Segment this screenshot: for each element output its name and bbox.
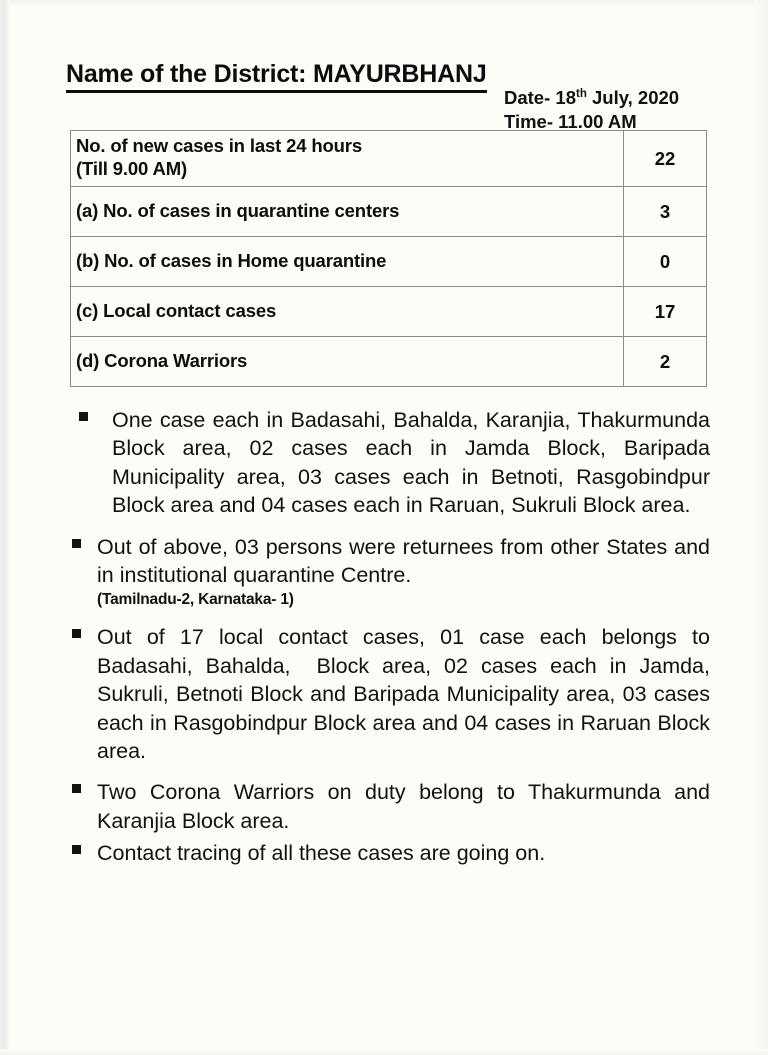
table-cell-label bbox=[71, 131, 624, 187]
page-title bbox=[66, 60, 487, 89]
list-item bbox=[0, 406, 768, 520]
row-label-line-1: No. of new cases in last 24 hours bbox=[76, 135, 363, 157]
table-cell-value: 3 bbox=[624, 187, 707, 237]
date-time-block bbox=[504, 86, 679, 133]
list-item-text: One case each in Badasahi, Bahalda, Karanjia, Thakurmunda Block area, 02 cases each in Jamda Block, Baripada Municipality area, 03 cases each in Betnoti, Rasgobindpur Block area and 04 cases each in Raruan, Sukruli Block area. bbox=[112, 408, 716, 518]
date-prefix: Date- 18 bbox=[504, 87, 576, 108]
table-row bbox=[71, 187, 707, 237]
square-bullet-icon bbox=[79, 412, 88, 421]
table-row bbox=[71, 237, 707, 287]
date-ordinal-suffix: th bbox=[575, 87, 587, 100]
table-cell-value: 22 bbox=[624, 131, 707, 187]
table-row bbox=[71, 337, 707, 387]
row-label-line-2: (Till 9.00 AM) bbox=[76, 158, 187, 179]
table-cell-label: (a) No. of cases in quarantine centers bbox=[71, 187, 624, 237]
table-cell-value: 2 bbox=[624, 337, 707, 387]
square-bullet-icon bbox=[72, 629, 81, 638]
list-item-text: Out of 17 local contact cases, 01 case each belongs to Badasahi, Bahalda, Block area, 02 cases each in Jamda, Sukruli, Betnoti Block and Baripada Municipality area, 03 cases each in Rasgobindpur Block area and 04 cases in Raruan Block area. bbox=[97, 625, 716, 763]
square-bullet-icon bbox=[72, 845, 81, 854]
square-bullet-icon bbox=[72, 784, 81, 793]
list-item-text: Contact tracing of all these cases are going on. bbox=[97, 841, 546, 866]
list-item bbox=[0, 533, 768, 611]
table-cell-label: (d) Corona Warriors bbox=[71, 337, 624, 387]
table-row bbox=[71, 287, 707, 337]
case-statistics-table bbox=[70, 130, 707, 387]
district-name-underlined: Name of the District: MAYURBHANJ bbox=[66, 60, 487, 93]
date-line bbox=[504, 86, 679, 110]
table-cell-value: 0 bbox=[624, 237, 707, 287]
list-item-text: Two Corona Warriors on duty belong to Thakurmunda and Karanjia Block area. bbox=[97, 780, 716, 833]
list-item bbox=[0, 623, 768, 765]
notes-list bbox=[0, 406, 768, 867]
square-bullet-icon bbox=[72, 539, 81, 548]
table-cell-label: (b) No. of cases in Home quarantine bbox=[71, 237, 624, 287]
table-row bbox=[71, 131, 707, 187]
time-line: Time- 11.00 AM bbox=[504, 110, 637, 132]
list-item-note: (Tamilnadu-2, Karnataka- 1) bbox=[97, 591, 294, 609]
list-item bbox=[0, 778, 768, 835]
date-suffix: July, 2020 bbox=[586, 87, 680, 108]
table-cell-value: 17 bbox=[624, 287, 707, 337]
list-item-text: Out of above, 03 persons were returnees from other States and in institutional quarantine Centre. bbox=[97, 534, 716, 587]
table-cell-label: (c) Local contact cases bbox=[71, 287, 624, 337]
list-item bbox=[0, 839, 768, 867]
